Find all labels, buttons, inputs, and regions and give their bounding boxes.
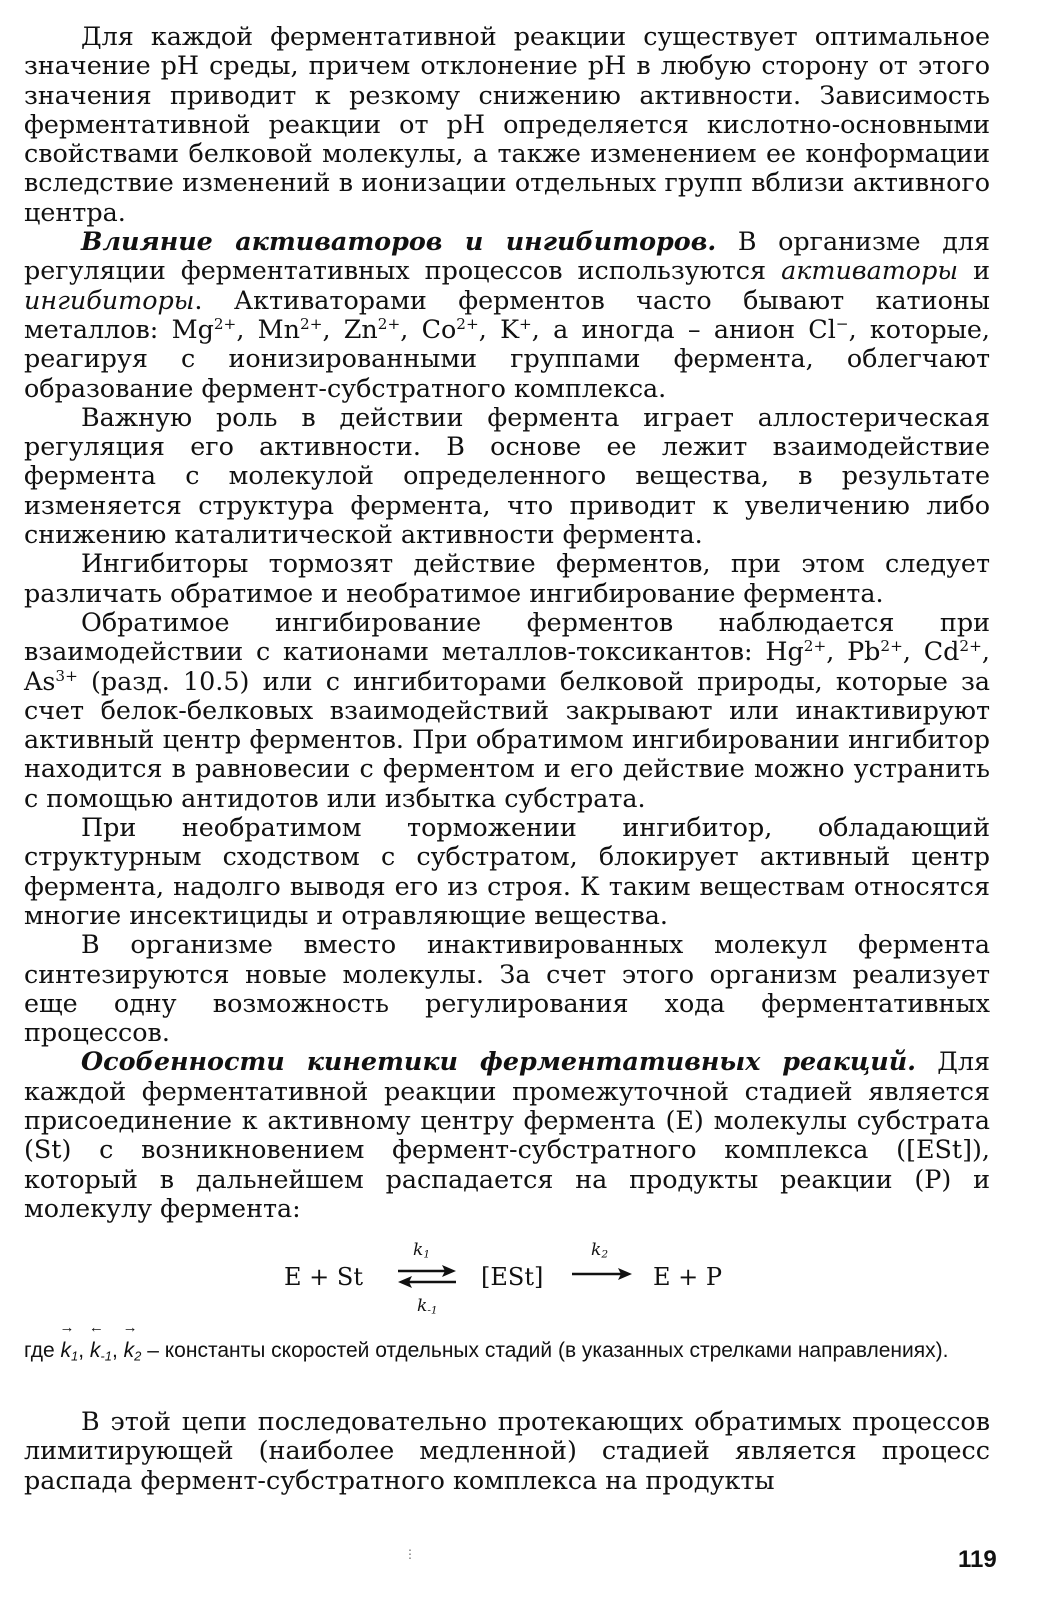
paragraph-ph-optimum: Для каждой ферментативной реакции существует оптимальное значение pH среды, причем отклонение pH в любую сторону от этого значения приводит к резкому снижению активности. Зависимость ферментативной реакции от pH определяется кислотно-основными свойствами белковой молекулы, а также изменением ее конформации вследствие изменений в ионизации отдельных групп вблизи активного центра.: [24, 21, 990, 227]
reaction-equation: [0, 1240, 1042, 1337]
ion-mn: $Mn^{2+}$: [257, 313, 323, 344]
text-block-top: [24, 22, 990, 1223]
ion-cl: Cl−: [808, 313, 849, 344]
rate-constant-k1-label: $k_1$: [413, 1240, 431, 1261]
paragraph-allosteric: Важную роль в действии фермента играет аллостерическая регуляция его активности. В основе ее лежит взаимодействие фермента с молекулой определенного вещества, в результате изменяется структура фермента, что приводит к увеличению либо снижению каталитической активности фермента.: [24, 401, 990, 550]
k2-symbol: → $k_2$: [122, 1319, 142, 1364]
ion-hg: $Hg^{2+}$: [765, 636, 827, 667]
equation-reactants: E + St: [284, 1263, 363, 1291]
heading-activators-inhibitors: Влияние активаторов и ингибиторов.: [81, 226, 717, 257]
ion-co: $Co^{2+}$: [421, 313, 479, 344]
forward-arrow-icon: [570, 1266, 634, 1282]
paragraph-kinetics: Особенности кинетики ферментативных реакций. Для каждой ферментативной реакции промежуточной стадией является присоединение к активному центру фермента (E) молекулы субстрата (St) с возникновением фермент-субстратного комплекса ([ESt]), который в дальнейшем распадается на продукты реакции (P) и молекулу фермента:: [24, 1046, 990, 1223]
heading-kinetics: Особенности кинетики ферментативных реакций.: [81, 1046, 917, 1077]
ion-cd: $Cd^{2+}$: [923, 636, 982, 667]
rate-constant-k-1-label: $k_{-1}$: [417, 1296, 438, 1317]
ion-zn: $Zn^{2+}$: [343, 313, 401, 344]
k-1-symbol: ← $k_{-1}$: [88, 1319, 112, 1364]
paragraph-reversible-inhibition: Обратимое ингибирование ферментов наблюдается при взаимодействии с катионами металлов-токсикантов: $Hg^{2+}$, $Pb^{2+}$, $Cd^{2+}$, $As^{3+}$ (разд. 10.5) или с ингибиторами белковой природы, которые за счет белок-белковых взаимодействий закрывают или инактивируют активный центр ферментов. При обратимом ингибировании ингибитор находится в равновесии с ферментом и его действие можно устранить с помощью антидотов или избытка субстрата.: [24, 606, 990, 813]
paragraph-activators-inhibitors: Влияние активаторов и ингибиторов. В организме для регуляции ферментативных процессов используются активаторы и ингибиторы. Активаторами ферментов часто бывают катионы металлов: $Mg^{2+}$, $Mn^{2+}$, $Zn^{2+}$, $Co^{2+}$, K+, а иногда – анион Cl−, которые, реагируя с ионизированными группами фермента, облегчают образование фермент-субстратного комплекса.: [24, 226, 990, 403]
paragraph-new-molecules: В организме вместо инактивированных молекул фермента синтезируются новые молекулы. За счет этого организм реализует еще одну возможность регулирования хода ферментативных процессов.: [24, 929, 990, 1048]
page-number: 119: [958, 1546, 997, 1573]
rate-constants-note: где → $k_1$, ← $k_{-1}$, → $k_2$ – константы скоростей отдельных стадий (в указанных стрелками направлениях).: [24, 1319, 949, 1364]
ion-as: $As^{3+}$: [24, 665, 78, 696]
ion-k: K+: [500, 313, 532, 344]
paragraph-inhibitors: Ингибиторы тормозят действие ферментов, при этом следует различать обратимое и необратимое ингибирование фермента.: [24, 548, 990, 608]
equation-products: E + P: [653, 1263, 723, 1291]
text-block-bottom: [24, 1407, 990, 1495]
ion-mg: $Mg^{2+}$: [171, 313, 237, 344]
equilibrium-arrows-icon: [396, 1261, 458, 1293]
equation-complex: [ESt]: [481, 1263, 544, 1291]
k1-symbol: → $k_1$: [59, 1319, 79, 1364]
paragraph-irreversible-inhibition: При необратимом торможении ингибитор, обладающий структурным сходством с субстратом, блокирует активный центр фермента, надолго выводя его из строя. К таким веществам относятся многие инсектициды и отравляющие вещества.: [24, 812, 990, 930]
rate-constant-k2-label: $k_2$: [591, 1240, 609, 1261]
ion-pb: $Pb^{2+}$: [847, 636, 903, 667]
scan-speck: ⋮: [404, 1547, 416, 1561]
paragraph-limiting-stage: В этой цепи последовательно протекающих обратимых процессов лимитирующей (наиболее медленной) стадией является процесс распада фермент-субстратного комплекса на продукты: [24, 1406, 990, 1495]
